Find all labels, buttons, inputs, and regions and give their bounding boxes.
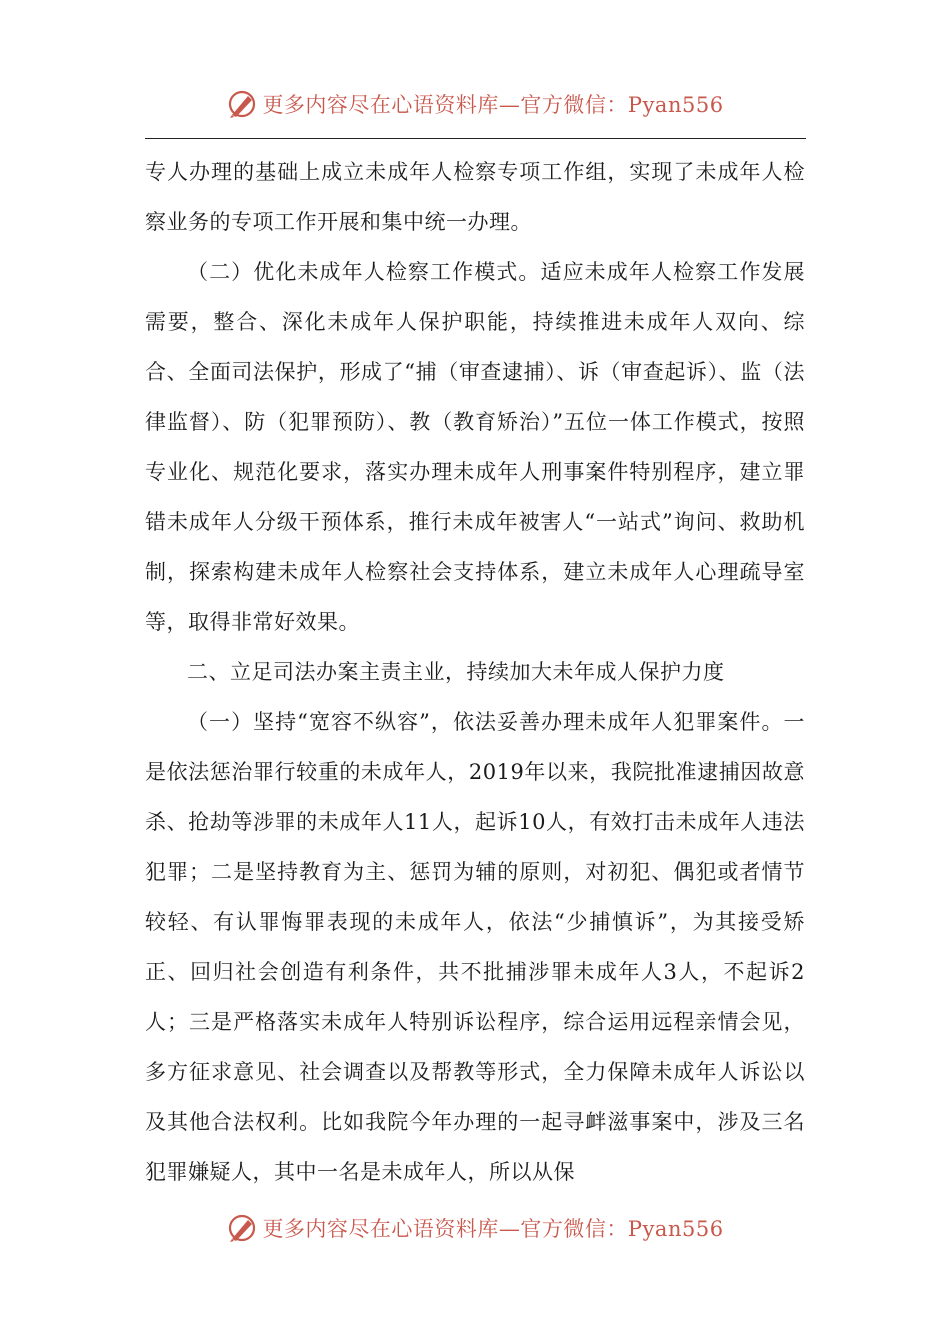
paragraph-1: 专人办理的基础上成立未成年人检察专项工作组，实现了未成年人检察业务的专项工作开展和集中统一办理。 bbox=[145, 160, 805, 234]
pen-logo-icon bbox=[226, 1212, 258, 1244]
header-divider bbox=[145, 138, 806, 139]
header-banner-text: 更多内容尽在心语资料库—官方微信：Pyan556 bbox=[262, 93, 724, 117]
document-body bbox=[145, 147, 805, 1197]
footer-banner bbox=[0, 1208, 950, 1248]
footer-banner-text: 更多内容尽在心语资料库—官方微信：Pyan556 bbox=[262, 1217, 724, 1241]
paragraph-3: （一）坚持“宽容不纵容”，依法妥善办理未成年人犯罪案件。一是依法惩治罪行较重的未成年人，2019年以来，我院批准逮捕因故意杀、抢劫等涉罪的未成年人11人，起诉10人，有效打击未成年人违法犯罪；二是坚持教育为主、惩罚为辅的原则，对初犯、偶犯或者情节较轻、有认罪悔罪表现的未成年人，依法“少捕慎诉”，为其接受矫正、回归社会创造有利条件，共不批捕涉罪未成年人3人，不起诉2人；三是严格落实未成年人特别诉讼程序，综合运用远程亲情会见，多方征求意见、社会调查以及帮教等形式，全力保障未成年人诉讼以及其他合法权利。比如我院今年办理的一起寻衅滋事案中，涉及三名犯罪嫌疑人，其中一名是未成年人，所以从保 bbox=[145, 710, 805, 1184]
section-heading: 二、立足司法办案主责主业，持续加大未年成人保护力度 bbox=[187, 660, 725, 684]
paragraph-2: （二）优化未成年人检察工作模式。适应未成年人检察工作发展需要，整合、深化未成年人保护职能，持续推进未成年人双向、综合、全面司法保护，形成了“捕（审查逮捕）、诉（审查起诉）、监（法律监督）、防（犯罪预防）、教（教育矫治）”五位一体工作模式，按照专业化、规范化要求，落实办理未成年人刑事案件特别程序，建立罪错未成年人分级干预体系，推行未成年被害人“一站式”询问、救助机制，探索构建未成年人检察社会支持体系，建立未成年人心理疏导室等，取得非常好效果。 bbox=[145, 260, 805, 634]
pen-logo-icon bbox=[226, 88, 258, 120]
header-banner bbox=[0, 84, 950, 124]
